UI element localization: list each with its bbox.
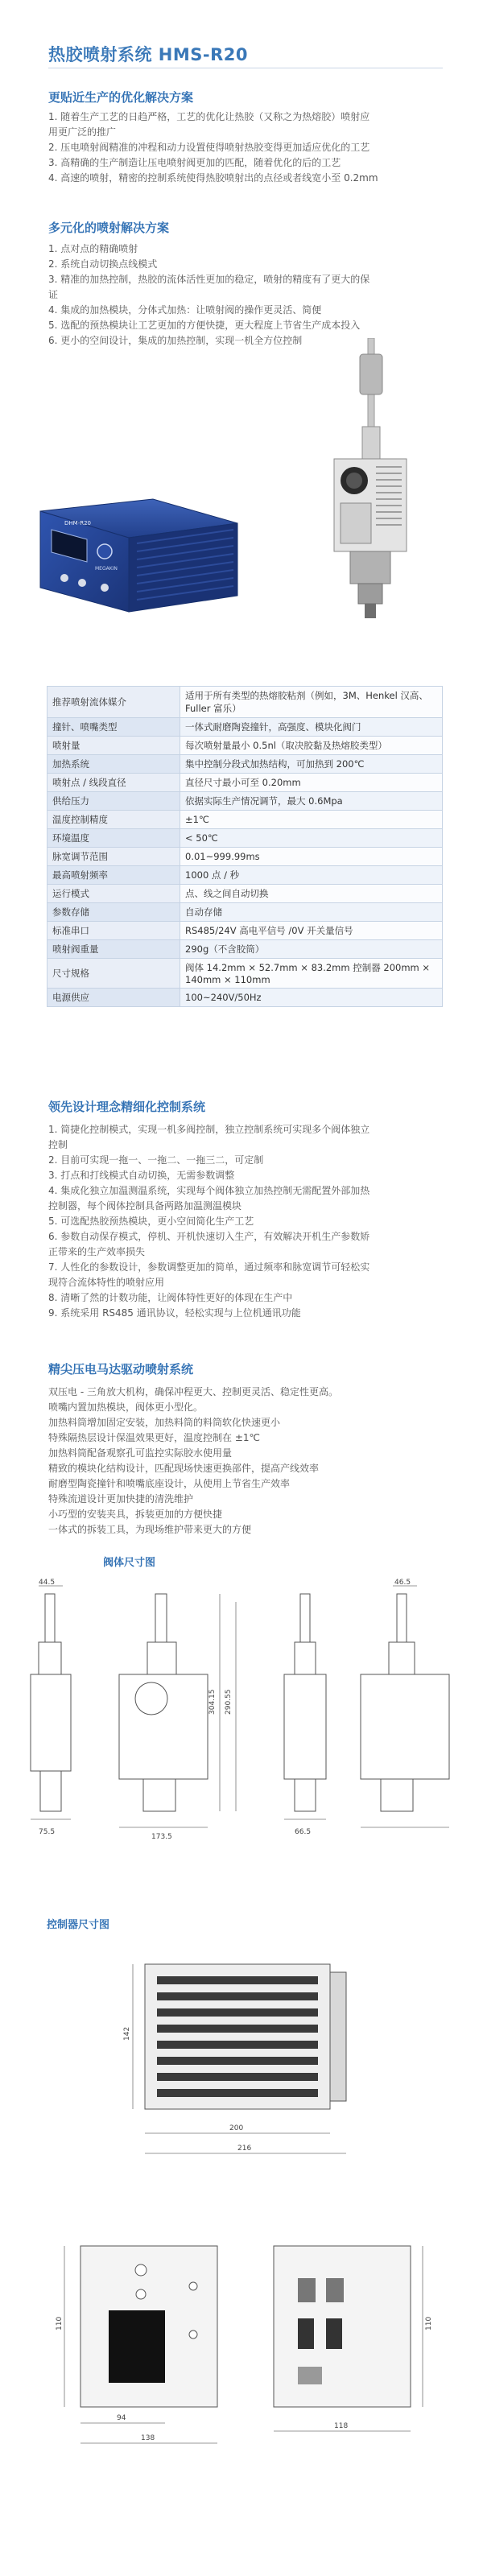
list-item: 4. 高速的喷射，精密的控制系统使得热胶喷射出的点径或者线宽小至 0.2mm xyxy=(48,172,378,184)
list-item: 3. 精准的加热控制，热胶的流体活性更加的稳定，喷射的精度有了更大的保 xyxy=(48,274,370,285)
dim-label: 304.15 xyxy=(208,1689,217,1715)
list-item: 加热料筒增加固定安装，加热料筒的料筒软化快速更小 xyxy=(48,1417,281,1428)
controller-top-drawing xyxy=(121,1948,394,2182)
spec-row xyxy=(47,792,443,811)
spec-key: 标准串口 xyxy=(47,922,180,940)
spec-value: ±1℃ xyxy=(180,811,443,829)
spec-key: 最高喷射频率 xyxy=(47,866,180,885)
spec-key: 喷射点 / 线段直径 xyxy=(47,774,180,792)
dim-label: 138 xyxy=(141,2434,155,2442)
spec-value: 每次喷射量最小 0.5nl（取决胶黏及热熔胶类型） xyxy=(180,737,443,755)
list-item: 3. 打点和打线模式自动切换，无需参数调整 xyxy=(48,1170,235,1181)
spec-value: 1000 点 / 秒 xyxy=(180,866,443,885)
spec-key: 喷射量 xyxy=(47,737,180,755)
svg-text:MEGAKIN: MEGAKIN xyxy=(95,566,118,572)
controller-drawing-title: 控制器尺寸图 xyxy=(47,1919,110,1931)
spec-table xyxy=(47,686,443,1007)
section1-heading: 更贴近生产的优化解决方案 xyxy=(48,90,194,105)
spec-row xyxy=(47,829,443,848)
list-item: 小巧型的安装夹具，拆装更加的方便快捷 xyxy=(48,1509,223,1520)
list-item: 4. 集成的加热模块，分体式加热：让喷射阀的操作更灵活、简便 xyxy=(48,304,322,316)
spec-row xyxy=(47,903,443,922)
list-item: 特殊流道设计更加快捷的清洗维护 xyxy=(48,1493,194,1505)
dim-label: 142 xyxy=(123,2026,131,2041)
spec-key: 加热系统 xyxy=(47,755,180,774)
spec-value: 依据实际生产情况调节，最大 0.6Mpa xyxy=(180,792,443,811)
list-item: 6. 更小的空间设计，集成的加热控制，实现一机全方位控制 xyxy=(48,335,303,346)
section2-list xyxy=(48,242,443,349)
list-item: 正带来的生产效率损失 xyxy=(48,1246,146,1257)
section2-heading: 多元化的喷射解决方案 xyxy=(48,221,170,235)
section3-heading: 领先设计理念精细化控制系统 xyxy=(48,1100,206,1114)
valve-drawings xyxy=(14,1578,473,1843)
spec-row xyxy=(47,718,443,737)
spec-value: 290g（不含胶筒） xyxy=(180,940,443,959)
spec-key: 电源供应 xyxy=(47,989,180,1007)
list-item: 4. 集成化独立加温测温系统，实现每个阀体独立加热控制无需配置外部加热 xyxy=(48,1185,370,1196)
spec-key: 参数存储 xyxy=(47,903,180,922)
spec-value: 点、线之间自动切换 xyxy=(180,885,443,903)
section3-list xyxy=(48,1122,443,1321)
list-item: 1. 随着生产工艺的日趋严格，工艺的优化让热胶（又称之为热熔胶）喷射应 xyxy=(48,111,370,122)
spec-key: 尺寸规格 xyxy=(47,959,180,989)
dim-label: 75.5 xyxy=(39,1828,56,1836)
dim-label: 173.5 xyxy=(151,1833,172,1841)
spec-row xyxy=(47,737,443,755)
dim-label: 200 xyxy=(229,2124,244,2132)
spec-key: 环境温度 xyxy=(47,829,180,848)
list-item: 2. 系统自动切换点线模式 xyxy=(48,258,158,270)
list-item: 用更广泛的推广 xyxy=(48,126,117,138)
section4-list xyxy=(48,1385,443,1538)
dim-label: 94 xyxy=(117,2414,126,2422)
list-item: 9. 系统采用 RS485 通讯协议，轻松实现与上位机通讯功能 xyxy=(48,1307,301,1319)
dim-label: 290.55 xyxy=(225,1689,233,1715)
spec-row xyxy=(47,848,443,866)
list-item: 耐磨型陶瓷撞针和喷嘴底座设计，从使用上节省生产效率 xyxy=(48,1478,291,1489)
list-item: 证 xyxy=(48,289,59,300)
spec-value: RS485/24V 高电平信号 /0V 开关量信号 xyxy=(180,922,443,940)
spec-key: 温度控制精度 xyxy=(47,811,180,829)
section1-list xyxy=(48,109,443,186)
controller-front-back-drawing xyxy=(40,2222,443,2463)
list-item: 现符合流体特性的喷射应用 xyxy=(48,1277,165,1288)
spec-row xyxy=(47,959,443,989)
valve-drawing-title: 阀体尺寸图 xyxy=(103,1557,156,1569)
list-item: 喷嘴内置加热模块，阀体更小型化。 xyxy=(48,1402,204,1413)
page-title: 热胶喷射系统 HMS-R20 xyxy=(48,45,249,64)
dim-label: 46.5 xyxy=(394,1579,411,1587)
spec-value: 阀体 14.2mm × 52.7mm × 83.2mm 控制器 200mm × 140mm × 110mm xyxy=(180,959,443,989)
spec-row xyxy=(47,922,443,940)
spec-row xyxy=(47,687,443,718)
list-item: 特殊隔热层设计保温效果更好，温度控制在 ±1℃ xyxy=(48,1432,260,1443)
spec-key: 撞针、喷嘴类型 xyxy=(47,718,180,737)
spec-value: 0.01~999.99ms xyxy=(180,848,443,866)
spec-key: 运行模式 xyxy=(47,885,180,903)
spec-value: 100~240V/50Hz xyxy=(180,989,443,1007)
list-item: 3. 高精确的生产制造让压电喷射阀更加的匹配，随着优化的后的工艺 xyxy=(48,157,341,168)
list-item: 精致的模块化结构设计，匹配现场快速更换部件，提高产线效率 xyxy=(48,1463,320,1474)
list-item: 7. 人性化的参数设计，参数调整更加的简单，通过频率和脉宽调节可轻松实 xyxy=(48,1261,370,1273)
dim-label: 118 xyxy=(334,2422,349,2430)
spec-value: 集中控制分段式加热结构，可加热到 200℃ xyxy=(180,755,443,774)
spec-row xyxy=(47,755,443,774)
list-item: 5. 可选配热胶预热模块，更小空间简化生产工艺 xyxy=(48,1216,254,1227)
spec-value: 直径尺寸最小可至 0.20mm xyxy=(180,774,443,792)
controller-photo xyxy=(32,475,250,628)
section4-heading: 精尖压电马达驱动喷射系统 xyxy=(48,1362,194,1377)
spec-row xyxy=(47,989,443,1007)
spec-value: 自动存储 xyxy=(180,903,443,922)
list-item: 2. 压电喷射阀精准的冲程和动力设置使得喷射热胶变得更加适应优化的工艺 xyxy=(48,142,370,153)
spec-row xyxy=(47,811,443,829)
spec-key: 脉宽调节范围 xyxy=(47,848,180,866)
controller-model-label: DHM-R20 xyxy=(64,520,91,526)
list-item: 2. 目前可实现一拖一、一拖二、一拖三二，可定制 xyxy=(48,1154,264,1166)
dim-label: 216 xyxy=(237,2145,252,2153)
list-item: 1. 点对点的精确喷射 xyxy=(48,243,138,254)
spec-value: < 50℃ xyxy=(180,829,443,848)
list-item: 6. 参数自动保存模式，停机、开机快速切入生产，有效解决开机生产参数矫 xyxy=(48,1231,370,1242)
spec-key: 喷射阀重量 xyxy=(47,940,180,959)
spec-value: 一体式耐磨陶瓷撞针，高强度、模块化阀门 xyxy=(180,718,443,737)
list-item: 1. 简捷化控制模式，实现一机多阀控制，独立控制系统可实现多个阀体独立 xyxy=(48,1124,370,1135)
spec-key: 供给压力 xyxy=(47,792,180,811)
list-item: 8. 清晰了然的计数功能，让阀体特性更好的体现在生产中 xyxy=(48,1292,293,1303)
list-item: 双压电 - 三角放大机构，确保冲程更大、控制更灵活、稳定性更高。 xyxy=(48,1386,338,1397)
spec-row xyxy=(47,940,443,959)
spec-key: 推荐喷射流体媒介 xyxy=(47,687,180,718)
spec-row xyxy=(47,866,443,885)
list-item: 一体式的拆装工具，为现场维护带来更大的方便 xyxy=(48,1524,252,1535)
dim-label: 44.5 xyxy=(39,1579,56,1587)
spec-row xyxy=(47,885,443,903)
list-item: 控制 xyxy=(48,1139,68,1150)
list-item: 控制器，每个阀体控制具备两路加温测温模块 xyxy=(48,1200,242,1212)
spec-value: 适用于所有类型的热熔胶粘剂（例如，3M、Henkel 汉高、Fuller 富乐） xyxy=(180,687,443,718)
dim-label: 110 xyxy=(56,2316,64,2330)
spec-row xyxy=(47,774,443,792)
dim-label: 66.5 xyxy=(295,1828,312,1836)
list-item: 5. 选配的预热模块让工艺更加的方便快捷，更大程度上节省生产成本投入 xyxy=(48,320,361,331)
list-item: 加热料筒配备观察孔可监控实际胶水使用量 xyxy=(48,1447,233,1459)
valve-photo xyxy=(318,338,423,628)
dim-label: 110 xyxy=(425,2316,433,2330)
